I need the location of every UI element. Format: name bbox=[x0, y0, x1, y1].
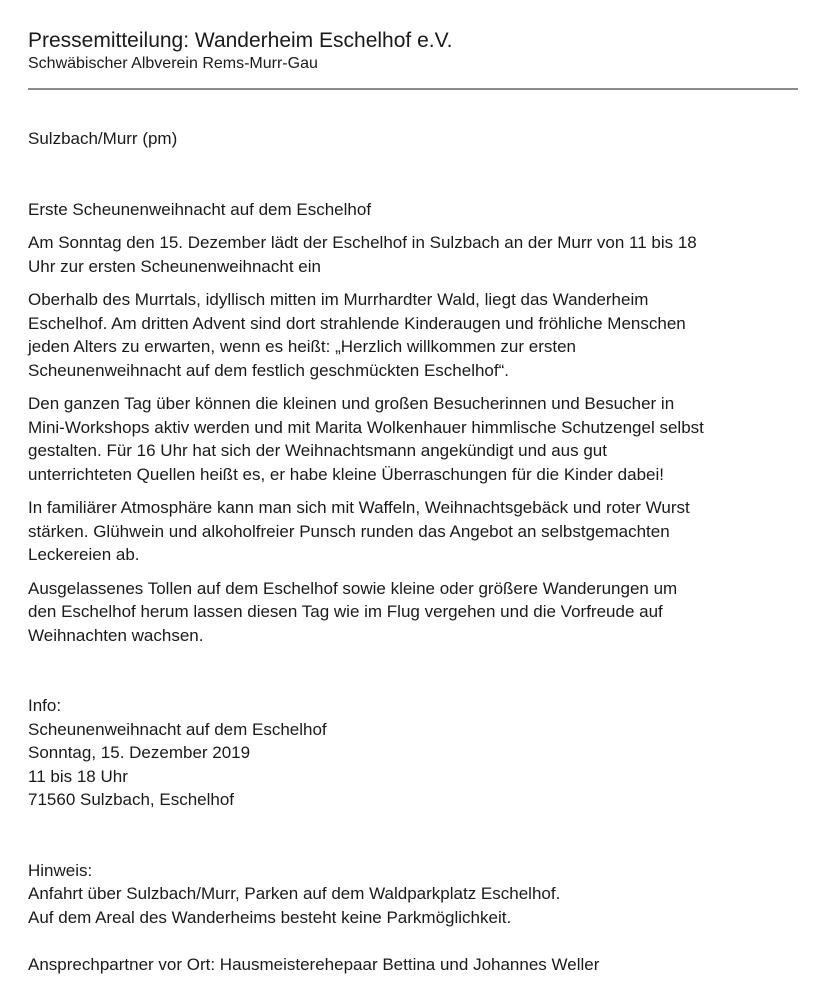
info-block bbox=[28, 694, 808, 812]
body-paragraph-2 bbox=[28, 392, 808, 486]
document-subtitle: Schwäbischer Albverein Rems-Murr-Gau bbox=[28, 55, 318, 72]
lead-line: Uhr zur ersten Scheunenweihnacht ein bbox=[28, 256, 321, 276]
paragraph-line: stärken. Glühwein und alkoholfreier Punsch runden das Angebot an selbstgemachten bbox=[28, 521, 670, 541]
document-title: Pressemitteilung: Wanderheim Eschelhof e.V. bbox=[28, 29, 453, 52]
info-label: Info: bbox=[28, 696, 62, 715]
document-header bbox=[28, 28, 808, 74]
paragraph-line: Oberhalb des Murrtals, idyllisch mitten im Murrhardter Wald, liegt das Wanderheim bbox=[28, 290, 649, 309]
paragraph-line: Ausgelassenes Tollen auf dem Eschelhof sowie kleine oder größere Wanderungen um bbox=[28, 578, 678, 598]
paragraph-line: Eschelhof. Am dritten Advent sind dort strahlende Kinderaugen und fröhliche Menschen bbox=[28, 313, 686, 333]
info-line: Scheunenweihnacht auf dem Eschelhof bbox=[28, 719, 327, 739]
lead-line: Am Sonntag den 15. Dezember lädt der Eschelhof in Sulzbach an der Murr von 11 bis 18 bbox=[28, 233, 697, 252]
document-body bbox=[28, 127, 808, 977]
dateline: Sulzbach/Murr (pm) bbox=[28, 129, 178, 148]
hint-line: Auf dem Areal des Wanderheims besteht keine Parkmöglichkeit. bbox=[28, 907, 512, 927]
paragraph-line: In familiärer Atmosphäre kann man sich mit Waffeln, Weihnachtsgebäck und roter Wurst bbox=[28, 498, 690, 517]
info-line: Sonntag, 15. Dezember 2019 bbox=[28, 743, 251, 762]
body-paragraph-3 bbox=[28, 496, 808, 567]
paragraph-line: gestalten. Für 16 Uhr hat sich der Weihnachtsmann angekündigt und aus gut bbox=[28, 441, 607, 460]
header-divider bbox=[28, 88, 798, 90]
paragraph-line: Leckereien ab. bbox=[28, 545, 140, 564]
paragraph-line: den Eschelhof herum lassen diesen Tag wie im Flug vergehen und die Vorfreude auf bbox=[28, 602, 663, 621]
headline: Erste Scheunenweihnacht auf dem Eschelhof bbox=[28, 199, 372, 219]
lead-paragraph bbox=[28, 231, 808, 278]
paragraph-line: jeden Alters zu erwarten, wenn es heißt: „Herzlich willkommen zur ersten bbox=[28, 337, 576, 356]
contact-line: Ansprechpartner vor Ort: Hausmeisterehepaar Bettina und Johannes Weller bbox=[28, 955, 600, 974]
paragraph-line: Weihnachten wachsen. bbox=[28, 625, 204, 645]
hint-block bbox=[28, 859, 808, 930]
info-line: 71560 Sulzbach, Eschelhof bbox=[28, 790, 235, 809]
info-line: 11 bis 18 Uhr bbox=[28, 766, 128, 786]
body-paragraph-1 bbox=[28, 288, 808, 382]
paragraph-line: Den ganzen Tag über können die kleinen und großen Besucherinnen und Besucher in bbox=[28, 394, 675, 413]
body-paragraph-4 bbox=[28, 577, 808, 648]
paragraph-line: Mini-Workshops aktiv werden und mit Marita Wolkenhauer himmlische Schutzengel selbst bbox=[28, 417, 704, 437]
paragraph-line: Scheunenweihnacht auf dem festlich geschmückten Eschelhof“. bbox=[28, 360, 509, 380]
hint-label: Hinweis: bbox=[28, 860, 93, 880]
paragraph-line: unterrichteten Quellen heißt es, er habe kleine Überraschungen für die Kinder dabei! bbox=[28, 464, 664, 484]
hint-line: Anfahrt über Sulzbach/Murr, Parken auf dem Waldparkplatz Eschelhof. bbox=[28, 884, 561, 903]
